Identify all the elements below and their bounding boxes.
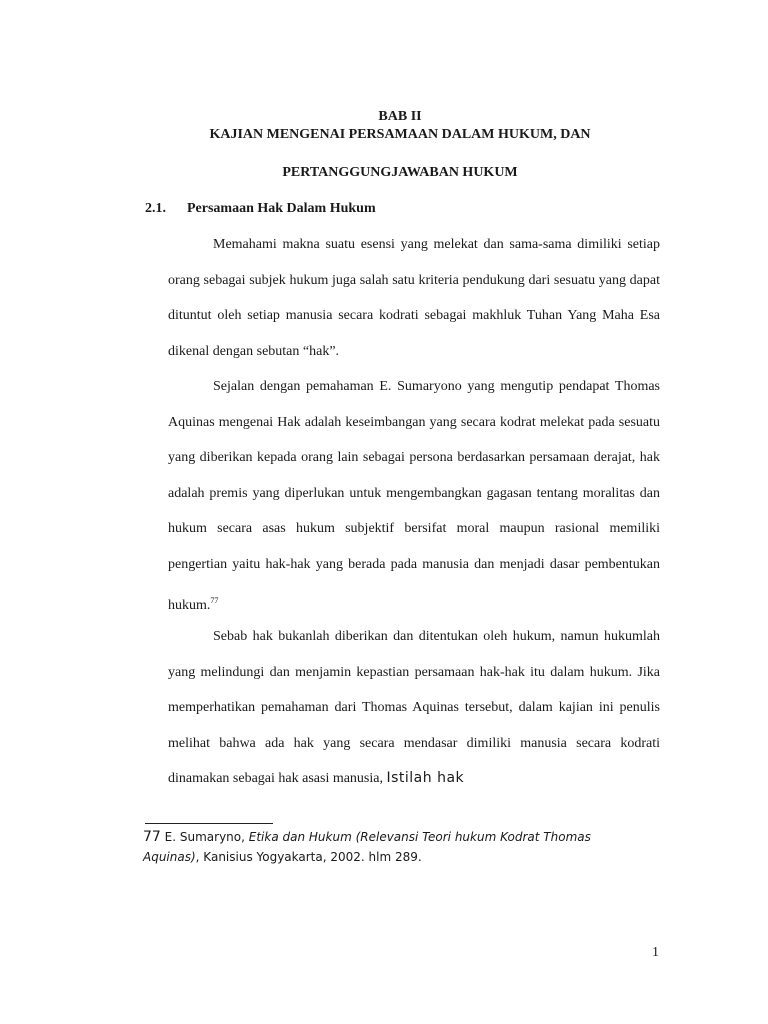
chapter-title-line1: KAJIAN MENGENAI PERSAMAAN DALAM HUKUM, DAN [209,127,591,142]
paragraph-2 [168,369,660,623]
chapter-title-line2: PERTANGGUNGJAWABAN HUKUM [282,165,518,180]
paragraph-2-text: Sejalan dengan pemahaman E. Sumaryono yang mengutip pendapat Thomas Aquinas mengenai Hak adalah keseimbangan yang secara kodrat melekat pada sesuatu yang diberikan kepada orang lain sebagai persona berdasarkan persamaan derajat, hak adalah premis yang diperlukan untuk mengembangkan gagasan tentang moralitas dan hukum secara asas hukum subjektif bersifat moral maupun rasional memiliki pengertian yaitu hak-hak yang berada pada manusia dan menjadi dasar pembentukan hukum. [168,379,660,613]
footnote-title: Etika dan Hukum (Relevansi Teori hukum Kodrat Thomas Aquinas) [143,830,591,864]
section-title: Persamaan Hak Dalam Hukum [187,201,376,216]
paragraph-3-tail: Istilah hak [386,770,465,787]
footnote [143,827,623,867]
footnote-author: E. Sumaryno, [164,830,245,844]
section-number: 2.1. [145,201,166,216]
paragraph-3-text: Sebab hak bukanlah diberikan dan ditentukan oleh hukum, namun hukumlah yang melindungi dan menjamin kepastian persamaan hak-hak itu dalam hukum. Jika memperhatikan pemahaman dari Thomas Aquinas tersebut, dalam kajian ini penulis melihat bahwa ada hak yang secara mendasar dimiliki manusia secara kodrati dinamakan sebagai hak asasi manusia, [168,629,660,787]
section-heading [145,201,376,217]
paragraph-1-text: Memahami makna suatu esensi yang melekat dan sama-sama dimiliki setiap orang sebagai subjek hukum juga salah satu kriteria pendukung dari sesuatu yang dapat dituntut oleh setiap manusia secara kodrati sebagai makhluk Tuhan Yang Maha Esa dikenal dengan sebutan “hak”. [168,237,660,359]
footnote-rest: , Kanisius Yogyakarta, 2002. hlm 289. [195,850,422,864]
paragraph-1 [168,227,660,369]
chapter-number: BAB II [378,109,422,124]
footnote-reference[interactable]: 77 [210,595,219,605]
paragraph-3 [168,619,660,797]
page-number: 1 [652,945,659,960]
footnote-number: 77 [143,829,161,845]
footnote-separator [145,823,273,824]
